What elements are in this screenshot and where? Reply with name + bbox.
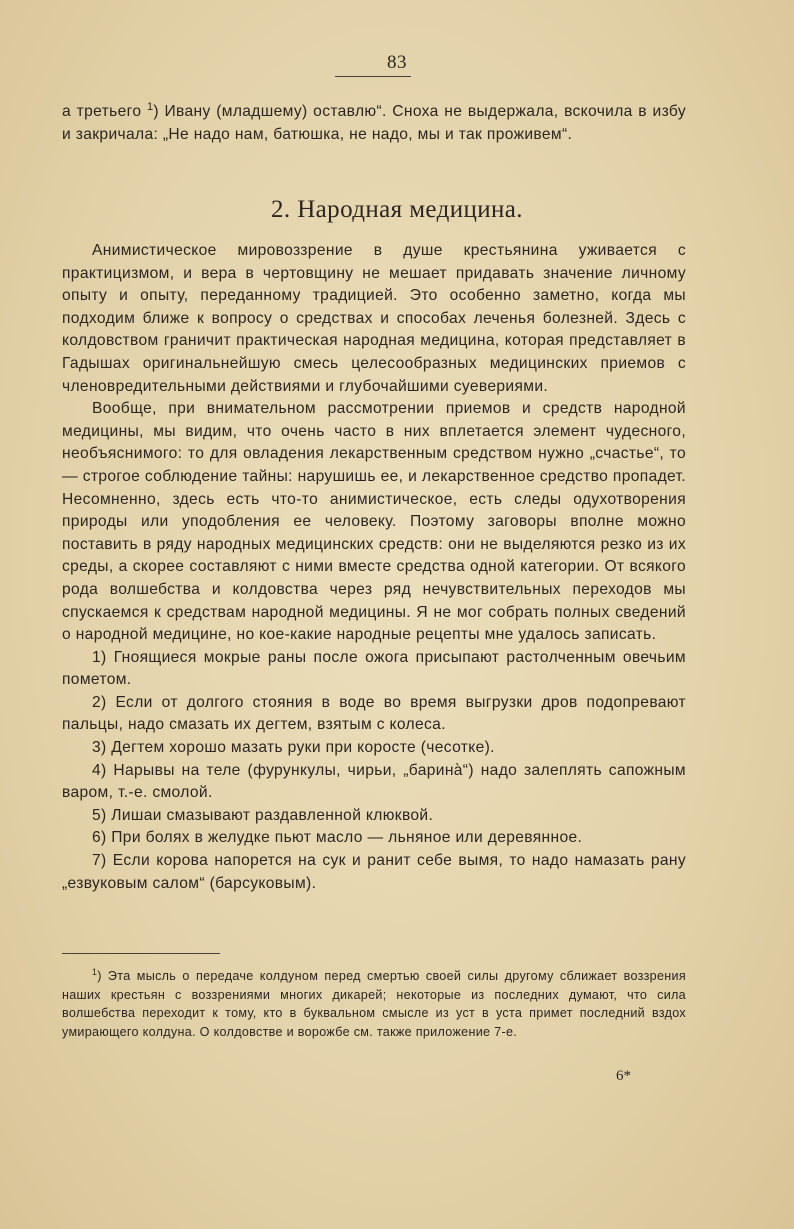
opening-text-start: а третьего [62,103,147,120]
footnote-text: ) Эта мысль о передаче колдуном перед смертью своей силы другому сближает воззрения наших крестьян с воззрениями многих дикарей; некоторые из последних думают, что сила волшебства переходит к тому, кто в буквальном смысле из уст в уста примет последний вздох умирающего колдуна. О колдовстве и ворожбе см. также приложение 7-е. [62,969,686,1039]
footnote-reference: 1 [146,100,154,113]
remedy-item: 2) Если от долгого стояния в воде во время выгрузки дров подопревают пальцы, надо смазать их дегтем, взятым с колеса. [62,693,686,734]
remedy-item: 7) Если корова напорется на сук и ранит себе вымя, то надо намазать рану „езвуковым салом“ (барсуковым). [62,852,686,892]
footnote [62,967,686,1041]
footnote-rule [62,953,220,954]
remedy-item: 4) Нарывы на теле (фурункулы, чирьи, „барина̀“) надо залеплять сапожным варом, т.-е. смолой. [62,761,686,802]
main-text [62,240,686,895]
signature-mark: 6* [616,1068,631,1084]
section-heading: 2. Народная медицина. [271,196,523,223]
opening-text-end: ) Ивану (младшему) оставлю“. Сноха не выдержала, вскочила в избу и закричала: „Не надо нам, батюшка, не надо, мы и так проживем“. [62,103,686,143]
footnote-marker: 1 [92,966,98,977]
paragraph-folk-medicine: Вообще, при внимательном рассмотрении приемов и средств народной медицины, мы видим, что очень часто в них вплетается элемент чудесного, необъяснимого: то для овладения лекарственным средством нужно „счастье“, то — строгое соблюдение тайны: нарушишь ее, и лекарственное средство пропадет. Несомненно, здесь есть что-то анимистическое, есть следы одухотворения природы или уподобления ее человеку. Поэтому заговоры вполне можно поставить в ряду народных медицинских средств: они не выделяются резко из их среды, а скорее составляют с ними вместе средства одной категории. От всякого рода волшебства и колдовства через ряд нечувствительных переходов мы спускаемся к средствам народной медицины. Я не мог собрать полных сведений о народной медицине, но кое-какие народные рецепты мне удалось записать. [62,400,686,644]
remedy-item: 6) При болях в желудке пьют масло — льняное или деревянное. [92,829,583,847]
remedy-item: 1) Гноящиеся мокрые раны после ожога присыпают растолченным овечьим пометом. [62,648,686,689]
header-rule [335,76,411,77]
page-number: 83 [387,52,407,73]
paragraph-animism: Анимистическое мировоззрение в душе крестьянина уживается с практицизмом, и вера в чертовщину не мешает придавать значение личному опыту и опыту, переданному традицией. Это особенно заметно, когда мы подходим ближе к вопросу о средствах и способах леченья болезней. Здесь с колдовством граничит практическая народная медицина, которая представляет в Гадышах оригинальнейшую смесь целесообразных медицинских приемов с членовредительными действиями и глубочайшими суевериями. [62,242,686,395]
opening-paragraph [62,101,686,146]
remedy-item: 3) Дегтем хорошо мазать руки при коросте (чесотке). [92,739,495,757]
remedy-item: 5) Лишаи смазывают раздавленной клюквой. [92,806,434,824]
